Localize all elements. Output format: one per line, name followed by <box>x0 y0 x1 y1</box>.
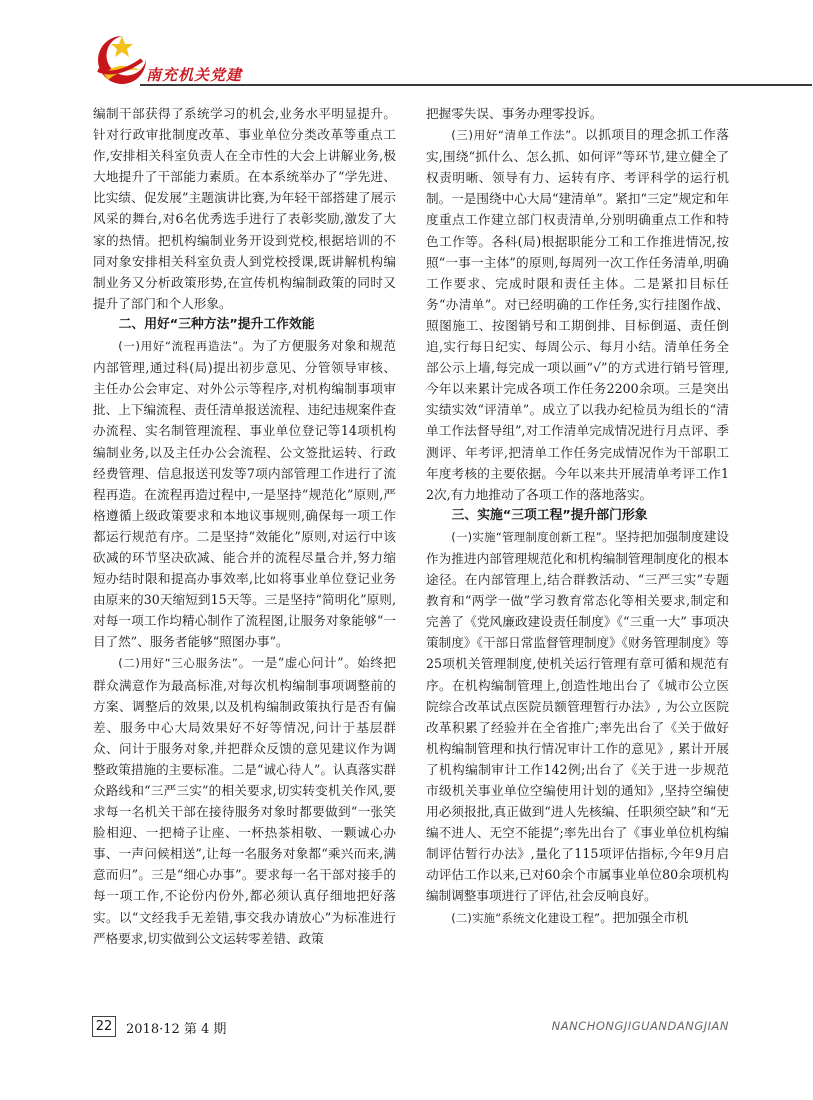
page-header <box>0 0 813 100</box>
left-column <box>93 103 396 949</box>
header-rule <box>140 84 812 86</box>
body-paragraph <box>426 103 729 124</box>
body-paragraph <box>426 124 729 505</box>
paragraph-lead: (三)用好“清单工作法” <box>451 128 572 143</box>
publication-brand: 南充机关党建 <box>146 66 243 84</box>
paragraph-lead: (一)用好“流程再造法” <box>118 339 239 354</box>
paragraph-lead: (一)实施“管理制度创新工程” <box>451 529 602 544</box>
section-heading: 二、用好“三种方法”提升工作效能 <box>118 316 315 332</box>
body-paragraph <box>93 103 396 314</box>
publication-romanized: NANCHONGJIGUANDANGJIAN <box>551 1019 729 1033</box>
paragraph-text: 。把加强全市机 <box>600 909 689 925</box>
body-paragraph <box>426 907 729 929</box>
body-paragraph <box>426 526 729 907</box>
paragraph-text: 编制干部获得了系统学习的机会,业务水平明显提升。针对行政审批制度改革、事业单位分类改革等重点工作,安排相关科室负责人在全市性的大会上讲解业务,极大地提升了干部能力素质。在本系统举办了“学先进、比实绩、促发展”主题演讲比赛,为年轻干部搭建了展示风采的舞台,对6名优秀选手进行了表彰奖励,激发了大家的热情。把机构编制业务开设到党校,根据培训的不同对象安排相关科室负责人到党校授课,既讲解机构编制业务又分析政策形势,在宣传机构编制政策的同时又提升了部门和个人形象。 <box>93 106 396 311</box>
paragraph-text: 把握零失误、事务办理零投诉。 <box>426 106 603 121</box>
right-column <box>426 103 729 929</box>
paragraph-lead: (二)实施“系统文化建设工程” <box>451 910 601 925</box>
issue-label: 2018·12 第 4 期 <box>126 1022 227 1037</box>
page-footer <box>0 1016 813 1056</box>
paragraph-text: 。以抓项目的理念抓工作落实,围绕“抓什么、怎么抓、如何评”等环节,建立健全了权责明晰、领导有力、运转有序、考评科学的运行机制。一是围绕中心大局“建清单”。紧扣“三定”规定和年度重点工作建立部门权责清单,分别明确重点工作和特色工作等。各科(局)根据职能分工和工作推进情况,按照“一事一主体”的原则,每周列一次工作任务清单,明确工作要求、完成时限和责任主体。二是紧扣目标任务“办清单”。对已经明确的工作任务,实行挂图作战、照图施工、按图销号和工期倒排、目标倒逼、责任倒追,实行每日纪实、每周公示、每月小结。清单任务全部公示上墙,每完成一项以画“√”的方式进行销号管理,今年以来累计完成各项工作任务2200余项。三是突出实绩实效“评清单”。成立了以我办纪检员为组长的“清单工作法督导组”,对工作清单完成情况进行月点评、季测评、年考评,把清单工作任务完成情况作为干部职工年度考核的主要依据。今年以来共开展清单考评工作12次,有力地推动了各项工作的落地落实。 <box>426 127 730 502</box>
body-paragraph <box>93 652 396 948</box>
party-logo-icon <box>92 30 152 90</box>
paragraph-text: 。为了方便服务对象和规范内部管理,通过科(局)提出初步意见、分管领导审核、主任办公会审定、对外公示等程序,对机构编制事项审批、上下编流程、责任清单报送流程、违纪违规案件查办流程、实名制管理流程、事业单位登记等14项机构编制业务,以及主任办公会流程、公文签批运转、行政经费管理、信息报送刊发等7项内部管理工作进行了流程再造。在流程再造过程中,一是坚持“规范化”原则,严格遵循上级政策要求和本地议事规则,确保每一项工作都运行规范有序。二是坚持“效能化”原则,对运行中该砍减的环节坚决砍减、能合并的流程尽量合并,努力缩短办结时限和提高办事效率,比如将事业单位登记业务由原来的30天缩短到15天等。三是坚持“简明化”原则,对每一项工作均精心制作了流程图,让服务对象能够“一目了然”、服务者能够“照图办事”。 <box>93 338 397 650</box>
page-number: 22 <box>92 1016 116 1037</box>
paragraph-text: 。一是“虚心问计”。始终把群众满意作为最高标准,对每次机构编制事项调整前的方案、调整后的效果,以及机构编制政策执行是否有偏差、服务中心大局效果好不好等情况,问计于基层群众、问计于服务对象,并把群众反馈的意见建议作为调整政策措施的主要标准。二是“诚心待人”。认真落实群众路线和“三严三实”的相关要求,切实转变机关作风,要求每一名机关干部在接待服务对象时都要做到“一张笑脸相迎、一把椅子让座、一杯热茶相敬、一颗诚心办事、一声问候相送”,让每一名服务对象都“乘兴而来,满意而归”。三是“细心办事”。要求每一名干部对接手的每一项工作,不论份内份外,都必须认真仔细地把好落实。以“文经我手无差错,事交我办请放心”为标准进行严格要求,切实做到公文运转零差错、政策 <box>93 655 396 946</box>
section-heading: 三、实施“三项工程”提升部门形象 <box>451 507 648 523</box>
body-paragraph <box>93 335 396 652</box>
paragraph-text: 。坚持把加强制度建设作为推进内部管理规范化和机构编制管理制度化的根本途径。在内部管理上,结合群教活动、“三严三实”专题教育和“两学一做”学习教育常态化等相关要求,制定和完善了《党风廉政建设责任制度》《“三重一大” 事项决策制度》《干部日常监督管理制度》《财务管理制度》等25项机关管理制度,使机关运行管理有章可循和规范有序。在机构编制管理上,创造性地出台了《城市公立医院综合改革试点医院员额管理暂行办法》, 为公立医院改革积累了经验并在全省推广;率先出台了《关于做好机构编制管理和执行情况审计工作的意见》, 累计开展了机构编制审计工作142例;出台了《关于进一步规范市级机关事业单位空编使用计划的通知》,坚持空编使用必须报批,真正做到“进人先核编、任职须空缺”和“无编不进人、无空不能提”;率先出台了《事业单位机构编制评估暂行办法》,量化了115项评估指标,今年9月启动评估工作以来,已对60余个市属事业单位80余项机构编制调整事项进行了评估,社会反响良好。 <box>426 528 729 904</box>
paragraph-lead: (二)用好“三心服务法” <box>118 656 238 671</box>
